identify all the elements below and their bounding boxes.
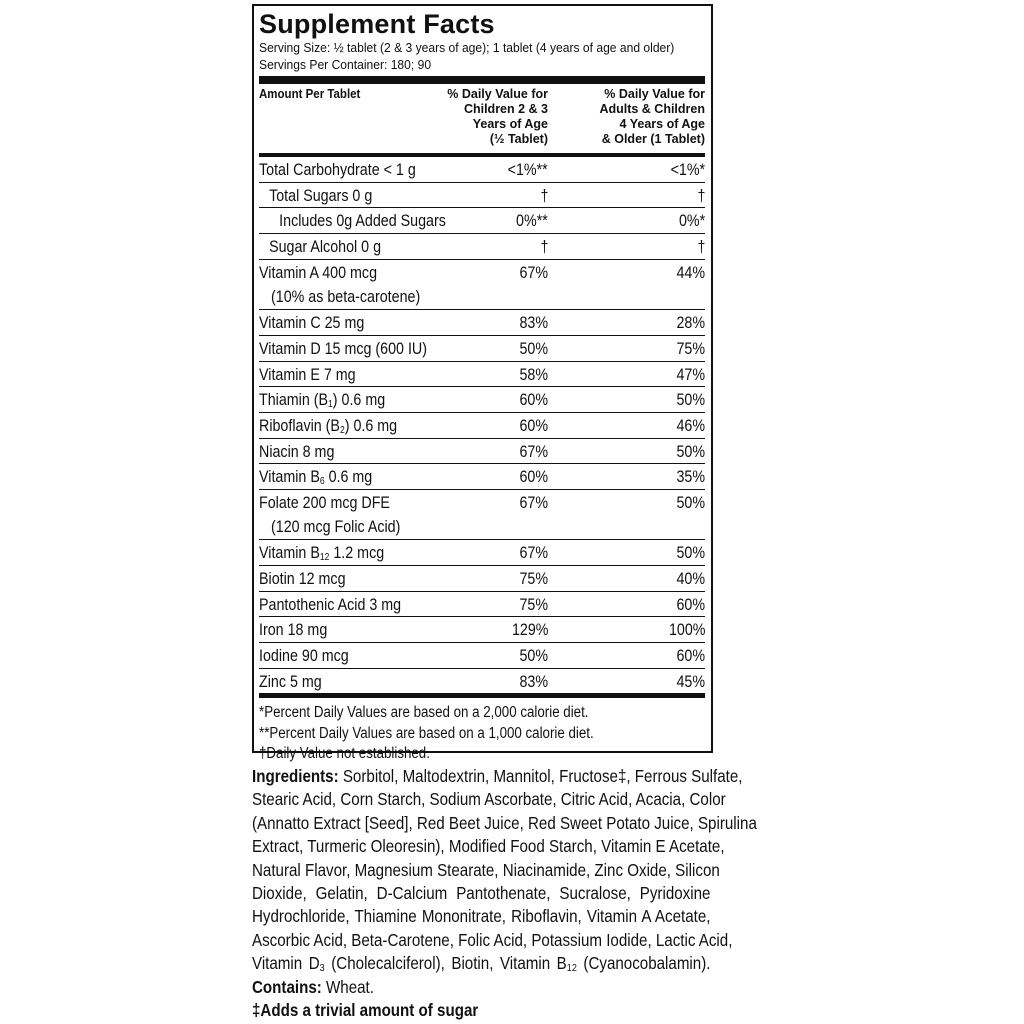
serving-size: Serving Size: ½ tablet (2 & 3 years of age); 1 tablet (4 years of age and older) xyxy=(259,40,675,55)
nutrient-row xyxy=(259,490,705,540)
adults-dv: 0%* xyxy=(678,211,705,231)
nutrient-row xyxy=(259,439,705,465)
children-dv: † xyxy=(540,237,548,257)
children-dv: 67% xyxy=(519,262,548,282)
nutrient-name: Biotin 12 mcg xyxy=(259,569,346,589)
contains-label: Contains: xyxy=(252,976,322,997)
children-dv-header: % Daily Value for Children 2 & 3 Years of Age (½ Tablet) xyxy=(447,87,548,146)
adults-dv-header: % Daily Value for Adults & Children 4 Years of Age & Older (1 Tablet) xyxy=(599,87,705,146)
adults-dv: † xyxy=(697,185,705,205)
adults-dv: 46% xyxy=(676,415,705,435)
ingredients-line: Hydrochloride, Thiamine Mononitrate, Riboflavin, Vitamin A Acetate, xyxy=(252,906,711,927)
ingredients-line: Stearic Acid, Corn Starch, Sodium Ascorbate, Citric Acid, Acacia, Color xyxy=(252,789,726,810)
children-dv: 75% xyxy=(519,569,548,589)
nutrient-row xyxy=(259,362,705,388)
nutrient-name: Iodine 90 mcg xyxy=(259,646,349,666)
adults-dv: 40% xyxy=(676,569,705,589)
children-dv: 83% xyxy=(519,313,548,333)
children-dv: 129% xyxy=(511,620,548,640)
children-dv: 60% xyxy=(519,390,548,410)
children-dv: † xyxy=(540,185,548,205)
adults-dv: 45% xyxy=(676,671,705,691)
nutrient-row xyxy=(259,566,705,592)
children-dv: 67% xyxy=(519,543,548,563)
nutrient-name: Folate 200 mcg DFE xyxy=(259,492,390,512)
nutrient-row xyxy=(259,592,705,618)
nutrient-subtext: (120 mcg Folic Acid) xyxy=(271,516,401,536)
servings-per-container: Servings Per Container: 180; 90 xyxy=(259,57,432,72)
footnote: *Percent Daily Values are based on a 2,000 calorie diet. xyxy=(259,704,589,722)
nutrient-name: Zinc 5 mg xyxy=(259,671,322,691)
nutrient-name: Riboflavin $(B_2)$ 0.6 mg xyxy=(259,415,398,436)
trivial-sugar-note: ‡Adds a trivial amount of sugar xyxy=(252,1000,479,1021)
children-dv: 60% xyxy=(519,467,548,487)
nutrient-name: Iron 18 mg xyxy=(259,620,328,640)
footnote: **Percent Daily Values are based on a 1,000 calorie diet. xyxy=(259,724,594,742)
adults-dv: 50% xyxy=(676,441,705,461)
adults-dv: 60% xyxy=(676,646,705,666)
nutrient-name: Total Carbohydrate < 1 g xyxy=(259,160,416,179)
nutrient-name: Vitamin $B_{12}$ 1.2 mcg xyxy=(259,543,385,564)
adults-dv: 75% xyxy=(676,338,705,358)
adults-dv: <1%* xyxy=(670,160,705,179)
adults-dv: 35% xyxy=(676,467,705,487)
nutrient-row xyxy=(259,617,705,643)
nutrient-row xyxy=(259,540,705,566)
amount-per-tablet-header: Amount Per Tablet xyxy=(259,87,361,101)
ingredients-line: Ingredients: Sorbitol, Maltodextrin, Mannitol, Fructose‡, Ferrous Sulfate, xyxy=(252,766,743,786)
ingredients-line: Vitamin $D_3$ (Cholecalciferol), Biotin, Vitamin $B_{12}$ (Cyanocobalamin). xyxy=(252,953,711,975)
nutrient-row xyxy=(259,336,705,362)
adults-dv: 50% xyxy=(676,492,705,512)
children-dv: 0%** xyxy=(516,211,548,231)
children-dv: 75% xyxy=(519,594,548,614)
ingredients-line: (Annatto Extract [Seed], Red Beet Juice, Red Sweet Potato Juice, Spirulina xyxy=(252,812,757,833)
adults-dv: 60% xyxy=(676,594,705,614)
ingredients-line: Natural Flavor, Magnesium Stearate, Niacinamide, Zinc Oxide, Silicon xyxy=(252,859,720,880)
ingredients-line: Extract, Turmeric Oleoresin), Modified Food Starch, Vitamin E Acetate, xyxy=(252,836,725,857)
nutrient-name: Includes 0g Added Sugars xyxy=(279,211,446,231)
nutrient-name: Niacin 8 mg xyxy=(259,441,335,461)
children-dv: 67% xyxy=(519,441,548,461)
nutrient-name: Vitamin C 25 mg xyxy=(259,313,365,333)
nutrient-row xyxy=(259,643,705,669)
footnotes xyxy=(259,703,643,765)
adults-dv: 50% xyxy=(676,543,705,563)
children-dv: <1%** xyxy=(507,160,548,179)
contains-line xyxy=(252,976,710,999)
panel-title: Supplement Facts xyxy=(259,9,495,39)
nutrient-row xyxy=(259,157,705,183)
nutrient-row xyxy=(259,183,705,209)
adults-dv: 44% xyxy=(676,262,705,282)
nutrient-name: Total Sugars 0 g xyxy=(269,185,373,205)
children-dv: 60% xyxy=(519,415,548,435)
nutrient-name: Vitamin E 7 mg xyxy=(259,364,356,384)
adults-dv: † xyxy=(697,237,705,257)
contains-value: Wheat. xyxy=(321,976,374,997)
nutrient-row xyxy=(259,387,705,413)
children-dv: 67% xyxy=(519,492,548,512)
ingredients-line: Ascorbic Acid, Beta-Carotene, Folic Acid, Potassium Iodide, Lactic Acid, xyxy=(252,929,733,950)
adults-dv: 100% xyxy=(668,620,705,640)
ingredients-block xyxy=(252,765,757,1022)
children-dv: 50% xyxy=(519,646,548,666)
panel-inner xyxy=(259,6,705,765)
nutrient-name: Vitamin $B_6$ 0.6 mg xyxy=(259,467,373,488)
ingredients-label: Ingredients: xyxy=(252,766,339,786)
nutrient-row xyxy=(259,413,705,439)
children-dv: 83% xyxy=(519,671,548,691)
nutrient-row xyxy=(259,208,705,234)
adults-dv: 47% xyxy=(676,364,705,384)
nutrient-name: Sugar Alcohol 0 g xyxy=(269,237,382,257)
nutrient-row xyxy=(259,669,705,695)
footnote: †Daily Value not established. xyxy=(259,745,430,763)
column-header xyxy=(259,84,705,153)
nutrient-subtext: (10% as beta-carotene) xyxy=(271,286,421,306)
nutrient-name: Thiamin $(B_1)$ 0.6 mg xyxy=(259,390,386,411)
nutrient-name: Pantothenic Acid 3 mg xyxy=(259,594,402,614)
thick-divider xyxy=(259,76,705,84)
nutrient-row xyxy=(259,234,705,260)
children-dv: 50% xyxy=(519,338,548,358)
nutrient-row xyxy=(259,464,705,490)
ingredients-line: Dioxide, Gelatin, D-Calcium Pantothenate, Sucralose, Pyridoxine xyxy=(252,883,711,904)
nutrient-row xyxy=(259,260,705,310)
adults-dv: 28% xyxy=(676,313,705,333)
adults-dv: 50% xyxy=(676,390,705,410)
nutrient-table xyxy=(259,157,705,694)
nutrient-name: Vitamin A 400 mcg xyxy=(259,262,378,282)
nutrient-name: Vitamin D 15 mcg (600 IU) xyxy=(259,338,427,358)
supplement-facts-panel xyxy=(252,4,713,763)
footnote-divider xyxy=(259,694,705,698)
children-dv: 58% xyxy=(519,364,548,384)
nutrient-row xyxy=(259,310,705,336)
